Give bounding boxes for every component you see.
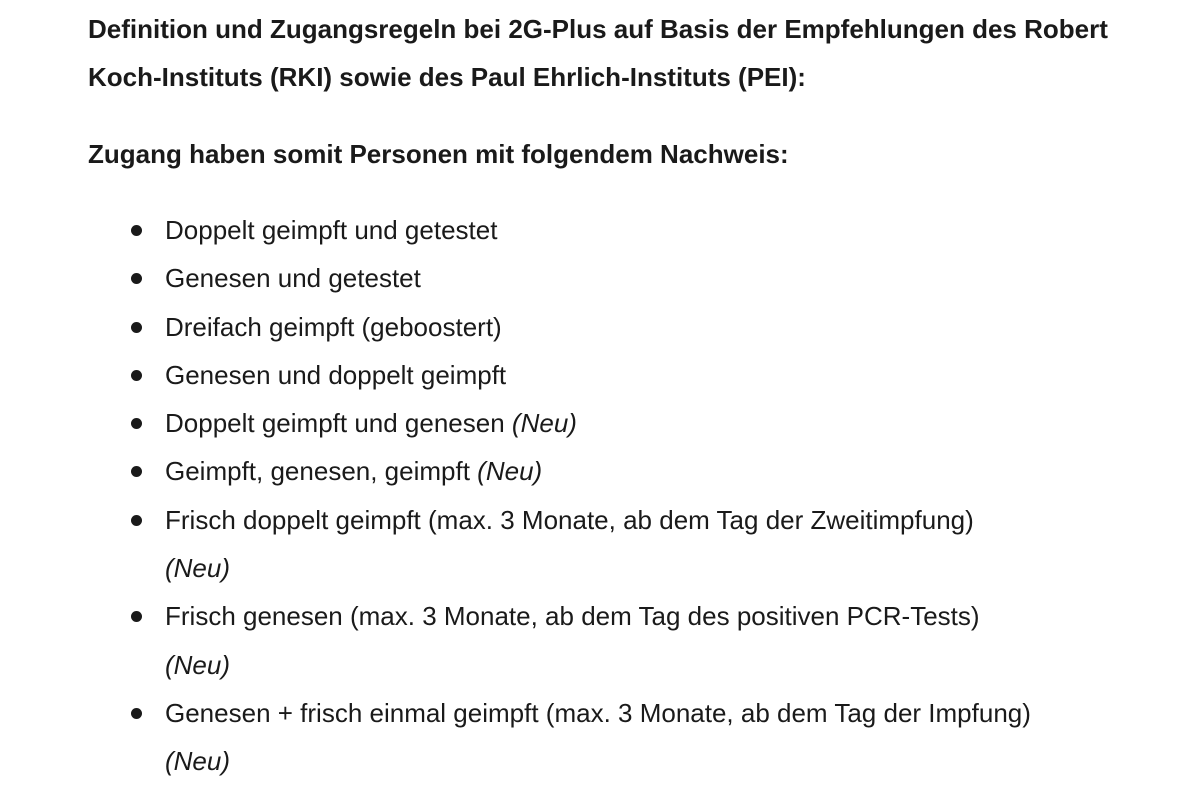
document-subheading: Zugang haben somit Personen mit folgendem Nachweis: bbox=[88, 139, 789, 169]
bullet-icon bbox=[131, 611, 142, 622]
list-item-note: (Neu) bbox=[165, 649, 231, 680]
bullet-icon bbox=[131, 322, 142, 333]
list-item bbox=[0, 303, 1035, 351]
list-item-note: (Neu) bbox=[477, 456, 543, 487]
bullet-icon bbox=[131, 466, 142, 477]
list-item bbox=[0, 206, 1035, 254]
bullet-icon bbox=[131, 418, 142, 429]
list-item-text: Frisch genesen (max. 3 Monate, ab dem Tag des positiven PCR-Tests) bbox=[165, 601, 980, 632]
list-item bbox=[0, 689, 1035, 786]
list-item bbox=[0, 496, 1035, 593]
list-item bbox=[0, 351, 1035, 399]
bullet-icon bbox=[131, 273, 142, 284]
list-item bbox=[0, 592, 1035, 689]
document-heading: Definition und Zugangsregeln bei 2G-Plus auf Basis der Empfehlungen des Robert Koch-Instituts (RKI) sowie des Paul Ehrlich-Instituts (PEI): bbox=[88, 14, 1108, 92]
list-item-text: Geimpft, genesen, geimpft bbox=[165, 456, 478, 487]
list-item-text: Genesen + frisch einmal geimpft (max. 3 Monate, ab dem Tag der Impfung) bbox=[165, 697, 1031, 728]
list-item-text: Dreifach geimpft (geboostert) bbox=[165, 311, 502, 342]
list-item-text: Frisch doppelt geimpft (max. 3 Monate, ab dem Tag der Zweitimpfung) bbox=[165, 504, 974, 535]
list-item-note: (Neu) bbox=[511, 408, 577, 439]
list-item-text: Genesen und doppelt geimpft bbox=[165, 359, 507, 390]
bullet-icon bbox=[131, 708, 142, 719]
list-item bbox=[0, 447, 1035, 495]
bullet-icon bbox=[131, 370, 142, 381]
list-item bbox=[0, 399, 1035, 447]
bullet-icon bbox=[131, 515, 142, 526]
list-item-text: Doppelt geimpft und getestet bbox=[165, 215, 498, 245]
list-item-text: Genesen und getestet bbox=[165, 263, 421, 294]
list-item-note: (Neu) bbox=[165, 553, 231, 584]
list-item-text: Doppelt geimpft und genesen bbox=[165, 408, 512, 439]
access-criteria-list bbox=[0, 206, 1035, 786]
bullet-icon bbox=[131, 225, 142, 236]
list-item bbox=[0, 254, 1035, 302]
list-item-note: (Neu) bbox=[165, 746, 231, 777]
